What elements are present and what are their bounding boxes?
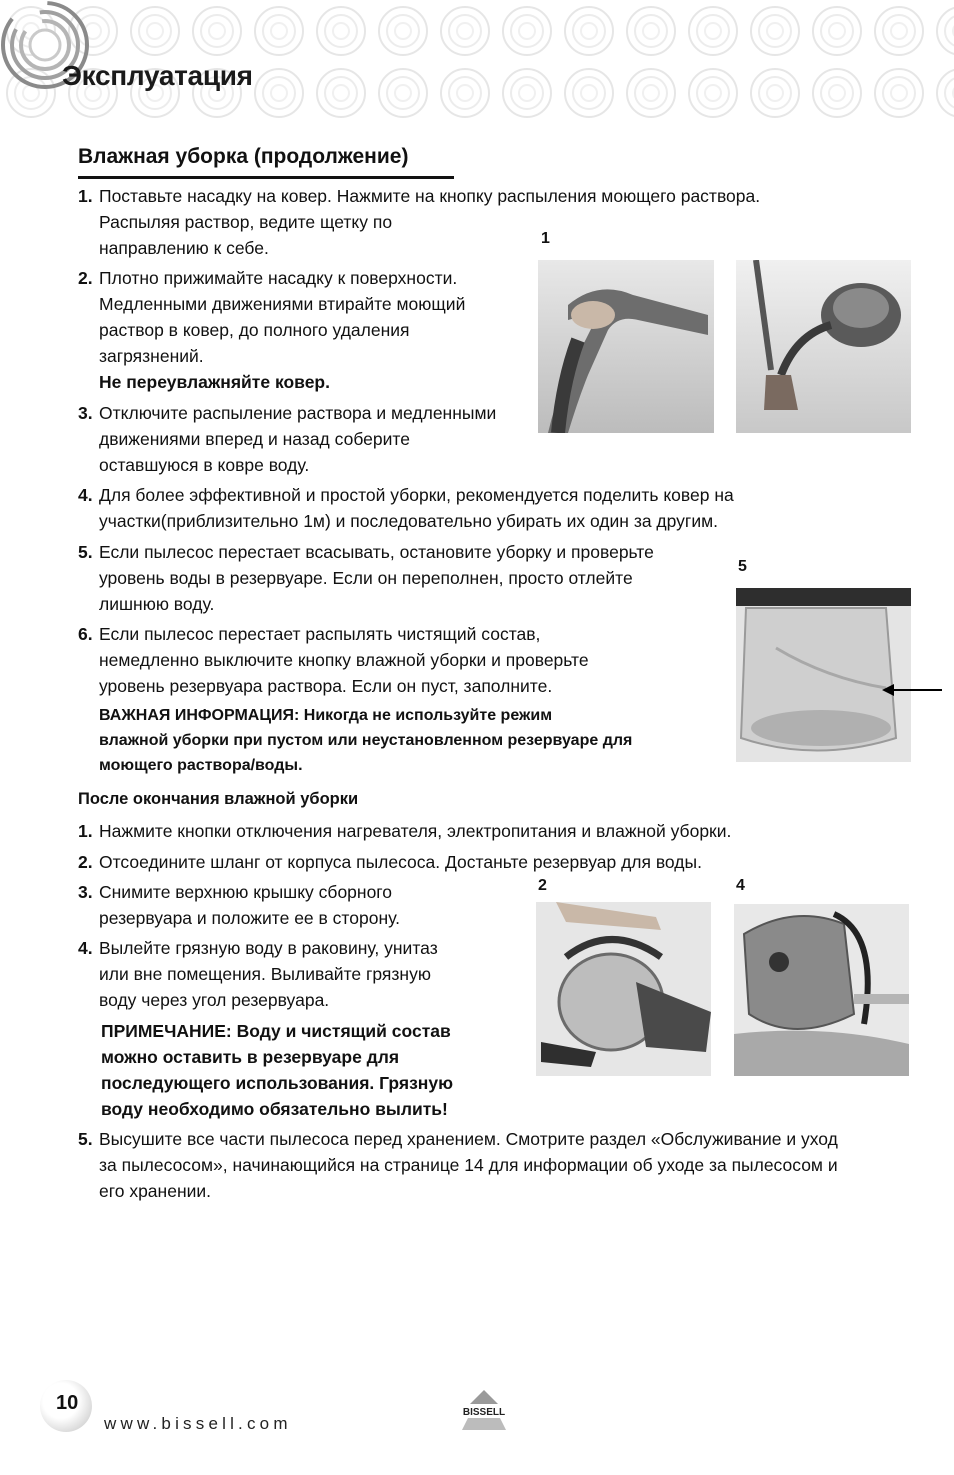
step-3-line-3: оставшуюся в ковре воду. (99, 455, 310, 475)
step-2-line-1: Плотно прижимайте насадку к поверхности. (99, 268, 458, 288)
step-2-line-4: загрязнений. (99, 346, 204, 366)
section-title: Влажная уборка (продолжение) (78, 145, 409, 168)
page-title: Эксплуатация (62, 60, 253, 91)
step-6-line-1: Если пылесос перестает распылять чистящий состав, (99, 624, 541, 644)
after-step-4-number: 4. (78, 938, 93, 958)
note-line-3: последующего использования. Грязную (101, 1073, 454, 1093)
after-step-5-line-2: за пылесосом», начинающийся на странице 14 для информации об уходе за пылесосом и (99, 1155, 838, 1175)
page-number: 10 (56, 1392, 79, 1414)
step-3-line-1: Отключите распыление раствора и медленными (99, 403, 497, 423)
step-6-line-2: немедленно выключите кнопку влажной уборки и проверьте (99, 650, 589, 670)
step-4-line-1: Для более эффективной и простой уборки, рекомендуется поделить ковер на (99, 485, 734, 505)
bissell-logo (452, 1388, 516, 1432)
after-step-2-line-1: Отсоедините шланг от корпуса пылесоса. Достаньте резервуар для воды. (99, 852, 702, 872)
step-2-warning: Не переувлажняйте ковер. (99, 372, 330, 392)
figure-1a-photo (538, 260, 714, 433)
after-step-1-number: 1. (78, 821, 93, 841)
step-6-line-3: уровень резервуара раствора. Если он пуст, заполните. (99, 676, 553, 696)
figure-2-photo (536, 902, 711, 1076)
after-step-2-number: 2. (78, 852, 93, 872)
note-line-1: ПРИМЕЧАНИЕ: Воду и чистящий состав (101, 1021, 451, 1041)
figure-4-label: 4 (736, 877, 745, 894)
step-3-number: 3. (78, 403, 93, 423)
figure-4-photo (734, 904, 909, 1076)
step-5-line-3: лишнюю воду. (99, 594, 215, 614)
important-line-2: влажной уборки при пустом или неустановленном резервуаре для (99, 732, 633, 749)
after-step-1-line-1: Нажмите кнопки отключения нагревателя, электропитания и влажной уборки. (99, 821, 732, 841)
after-section-title: После окончания влажной уборки (78, 790, 359, 808)
important-line-3: моющего раствора/воды. (99, 757, 303, 774)
figure-2-label: 2 (538, 877, 547, 894)
step-2-number: 2. (78, 268, 93, 288)
after-step-4-line-2: или вне помещения. Выливайте грязную (99, 964, 431, 984)
figure-5-label: 5 (738, 558, 747, 575)
step-2-line-3: раствор в ковер, до полного удаления (99, 320, 410, 340)
figure-5-photo (736, 588, 911, 762)
after-step-5-line-3: его хранении. (99, 1181, 212, 1201)
after-step-3-number: 3. (78, 882, 93, 902)
step-1-line-3: направлению к себе. (99, 238, 269, 258)
step-4-line-2: участки(приблизительно 1м) и последовательно убирать их один за другим. (99, 511, 718, 531)
step-1-number: 1. (78, 186, 93, 206)
figure-1-label: 1 (541, 230, 550, 247)
step-5-number: 5. (78, 542, 93, 562)
section-title-underline (78, 176, 454, 179)
after-step-4-line-3: воду через угол резервуара. (99, 990, 330, 1010)
step-1-line-1: Поставьте насадку на ковер. Нажмите на кнопку распыления моющего раствора. (99, 186, 761, 206)
after-step-4-line-1: Вылейте грязную воду в раковину, унитаз (99, 938, 438, 958)
logo-text: BISSELL (462, 1407, 506, 1418)
note-line-2: можно оставить в резервуаре для (101, 1047, 400, 1067)
step-3-line-2: движениями вперед и назад соберите (99, 429, 410, 449)
arrow-left-icon (880, 682, 944, 698)
step-1-line-2: Распыляя раствор, ведите щетку по (99, 212, 393, 232)
after-step-3-line-2: резервуара и положите ее в сторону. (99, 908, 400, 928)
website-link[interactable]: www.bissell.com (104, 1414, 292, 1433)
after-step-3-line-1: Снимите верхнюю крышку сборного (99, 882, 393, 902)
after-step-5-line-1: Высушите все части пылесоса перед хранением. Смотрите раздел «Обслуживание и уход (99, 1129, 838, 1149)
step-2-line-2: Медленными движениями втирайте моющий (99, 294, 466, 314)
note-line-4: воду необходимо обязательно вылить! (101, 1099, 448, 1119)
after-step-5-number: 5. (78, 1129, 93, 1149)
figure-1b-photo (736, 260, 911, 433)
important-line-1: ВАЖНАЯ ИНФОРМАЦИЯ: Никогда не используйте режим (99, 707, 553, 724)
step-4-number: 4. (78, 485, 93, 505)
step-5-line-1: Если пылесос перестает всасывать, остановите уборку и проверьте (99, 542, 654, 562)
step-5-line-2: уровень воды в резервуаре. Если он переполнен, просто отлейте (99, 568, 633, 588)
step-6-number: 6. (78, 624, 93, 644)
